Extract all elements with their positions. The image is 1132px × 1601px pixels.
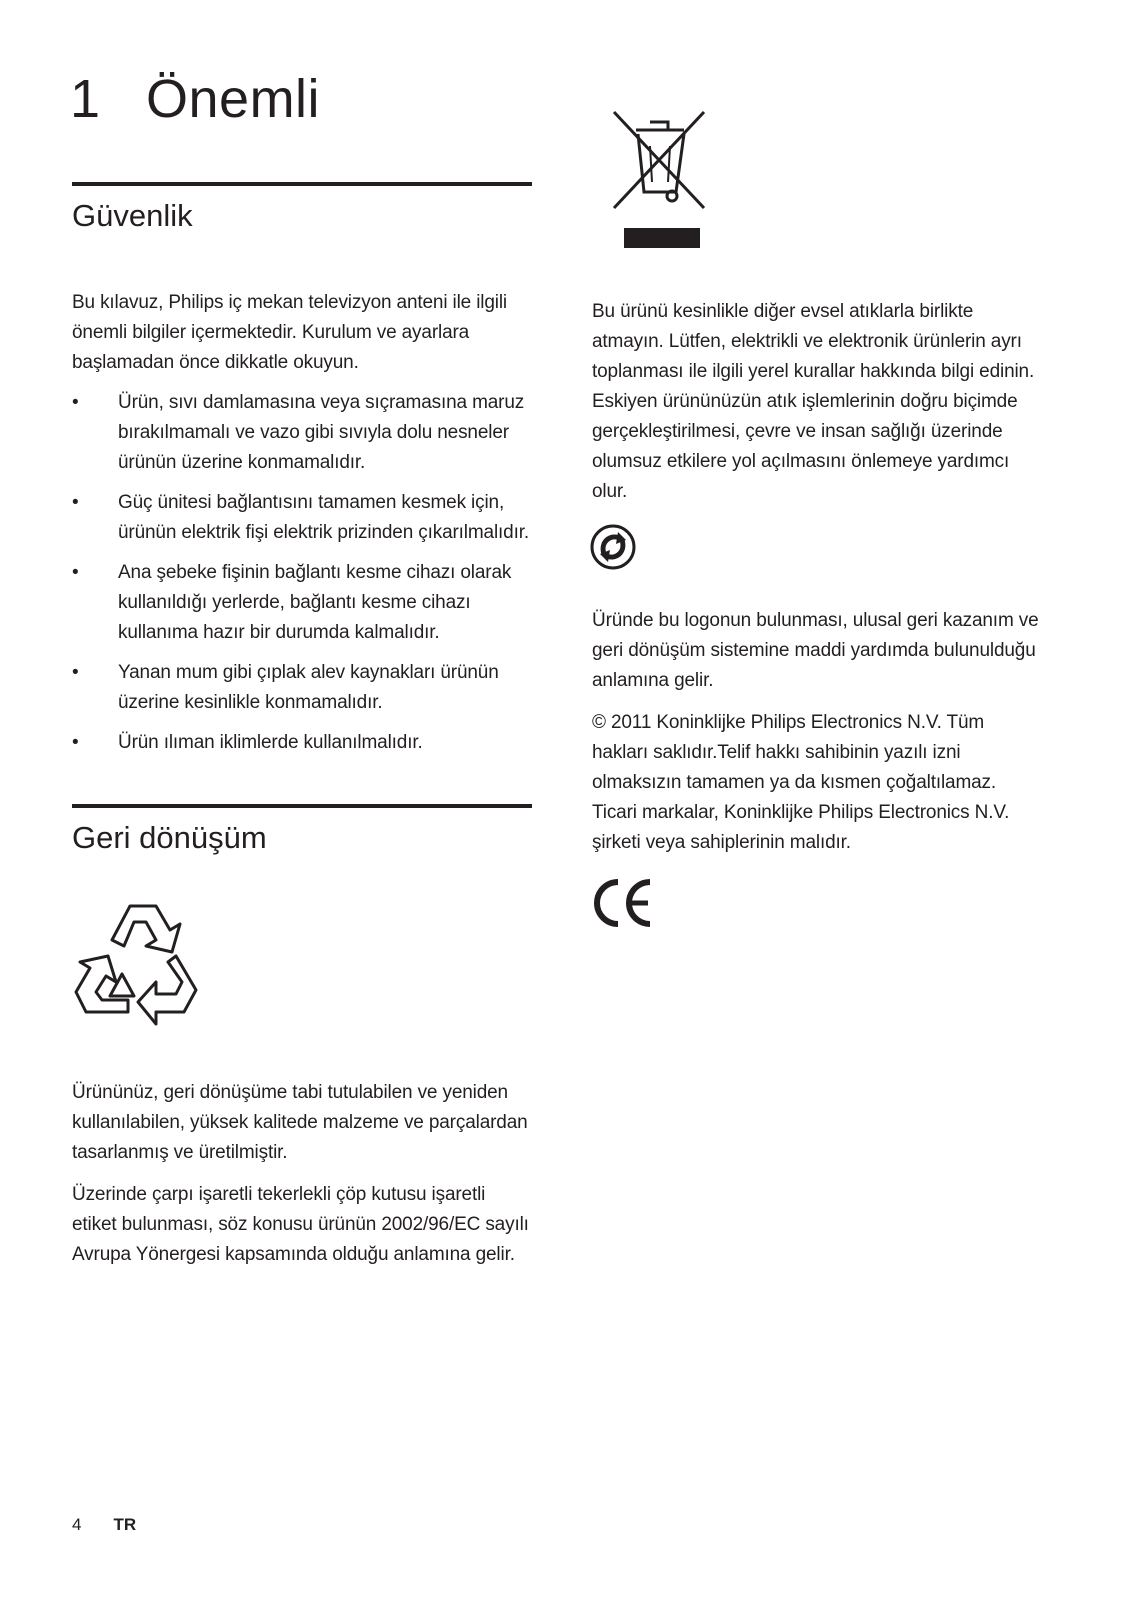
green-dot-text: Üründe bu logonun bulunması, ulusal geri kazanım ve geri dönüşüm sistemine maddi yardımda bulunulduğu anlamına gelir. (592, 610, 1039, 691)
list-item: • Yanan mum gibi çıplak alev kaynakları ürünün üzerine kesinlikle konmamalıdır. (72, 658, 532, 718)
chapter-title-text: Önemli (146, 69, 321, 129)
safety-heading: Güvenlik (72, 198, 193, 233)
section-rule (72, 182, 532, 186)
bullet-marker: • (72, 732, 79, 753)
list-item: • Ana şebeke fişinin bağlantı kesme cihazı olarak kullanıldığı yerlerde, bağlantı kesme cihazı kullanıma hazır bir durumda kalmalıdır. (72, 558, 532, 648)
bullet-marker: • (72, 492, 79, 513)
ce-mark-icon (592, 876, 654, 930)
safety-intro: Bu kılavuz, Philips iç mekan televizyon anteni ile ilgili önemli bilgiler içermektedir. Kurulum ve ayarlara başlamadan önce dikkatle okuyun. (72, 292, 507, 373)
page-footer (72, 1515, 136, 1535)
list-item: • Ürün, sıvı damlamasına veya sıçramasına maruz bırakılmamalı ve vazo gibi sıvıyla dolu nesneler ürünün üzerine konmamalıdır. (72, 388, 532, 478)
chapter-title (70, 68, 320, 130)
recycle-icon (72, 900, 207, 1032)
weee-text: Bu ürünü kesinlikle diğer evsel atıklarla birlikte atmayın. Lütfen, elektrikli ve elektronik ürünlerin ayrı toplanması ile ilgili yerel kurallar hakkında bilgi edinin. Eskiyen ürününüzün atık işlemlerinin doğru biçimde gerçekleştirilmesi, çevre ve insan sağlığı üzerinde olumsuz etkilere yol açılmasını önlemeye yardımcı olur. (592, 301, 1035, 502)
chapter-number: 1 (70, 69, 101, 129)
recycling-paragraph-2: Üzerinde çarpı işaretli tekerlekli çöp kutusu işaretli etiket bulunması, söz konusu ürünün 2002/96/EC sayılı Avrupa Yönergesi kapsamında olduğu anlamına gelir. (72, 1184, 529, 1265)
safety-bullet-list (72, 388, 532, 758)
green-dot-icon (590, 524, 636, 570)
recycling-heading: Geri dönüşüm (72, 820, 267, 855)
section-rule (72, 804, 532, 808)
bullet-marker: • (72, 662, 79, 683)
recycling-paragraph-1: Ürününüz, geri dönüşüme tabi tutulabilen ve yeniden kullanılabilen, yüksek kalitede malzeme ve parçalardan tasarlanmış ve üretilmiştir. (72, 1082, 528, 1163)
bullet-marker: • (72, 562, 79, 583)
crossed-out-wheelie-bin-icon (610, 108, 708, 256)
copyright-text: © 2011 Koninklijke Philips Electronics N.V. Tüm hakları saklıdır.Telif hakkı sahibinin yazılı izni olmaksızın tamamen ya da kısmen çoğaltılamaz. Ticari markalar, Koninklijke Philips Electronics N.V. şirketi veya sahiplerinin malıdır. (592, 712, 1010, 853)
language-code: TR (113, 1515, 137, 1534)
left-column (72, 182, 532, 1270)
page-number: 4 (72, 1515, 82, 1534)
list-item: • Güç ünitesi bağlantısını tamamen kesmek için, ürünün elektrik fişi elektrik prizinden çıkarılmalıdır. (72, 488, 532, 548)
bullet-marker: • (72, 392, 79, 413)
list-item: • Ürün ılıman iklimlerde kullanılmalıdır. (72, 728, 532, 758)
